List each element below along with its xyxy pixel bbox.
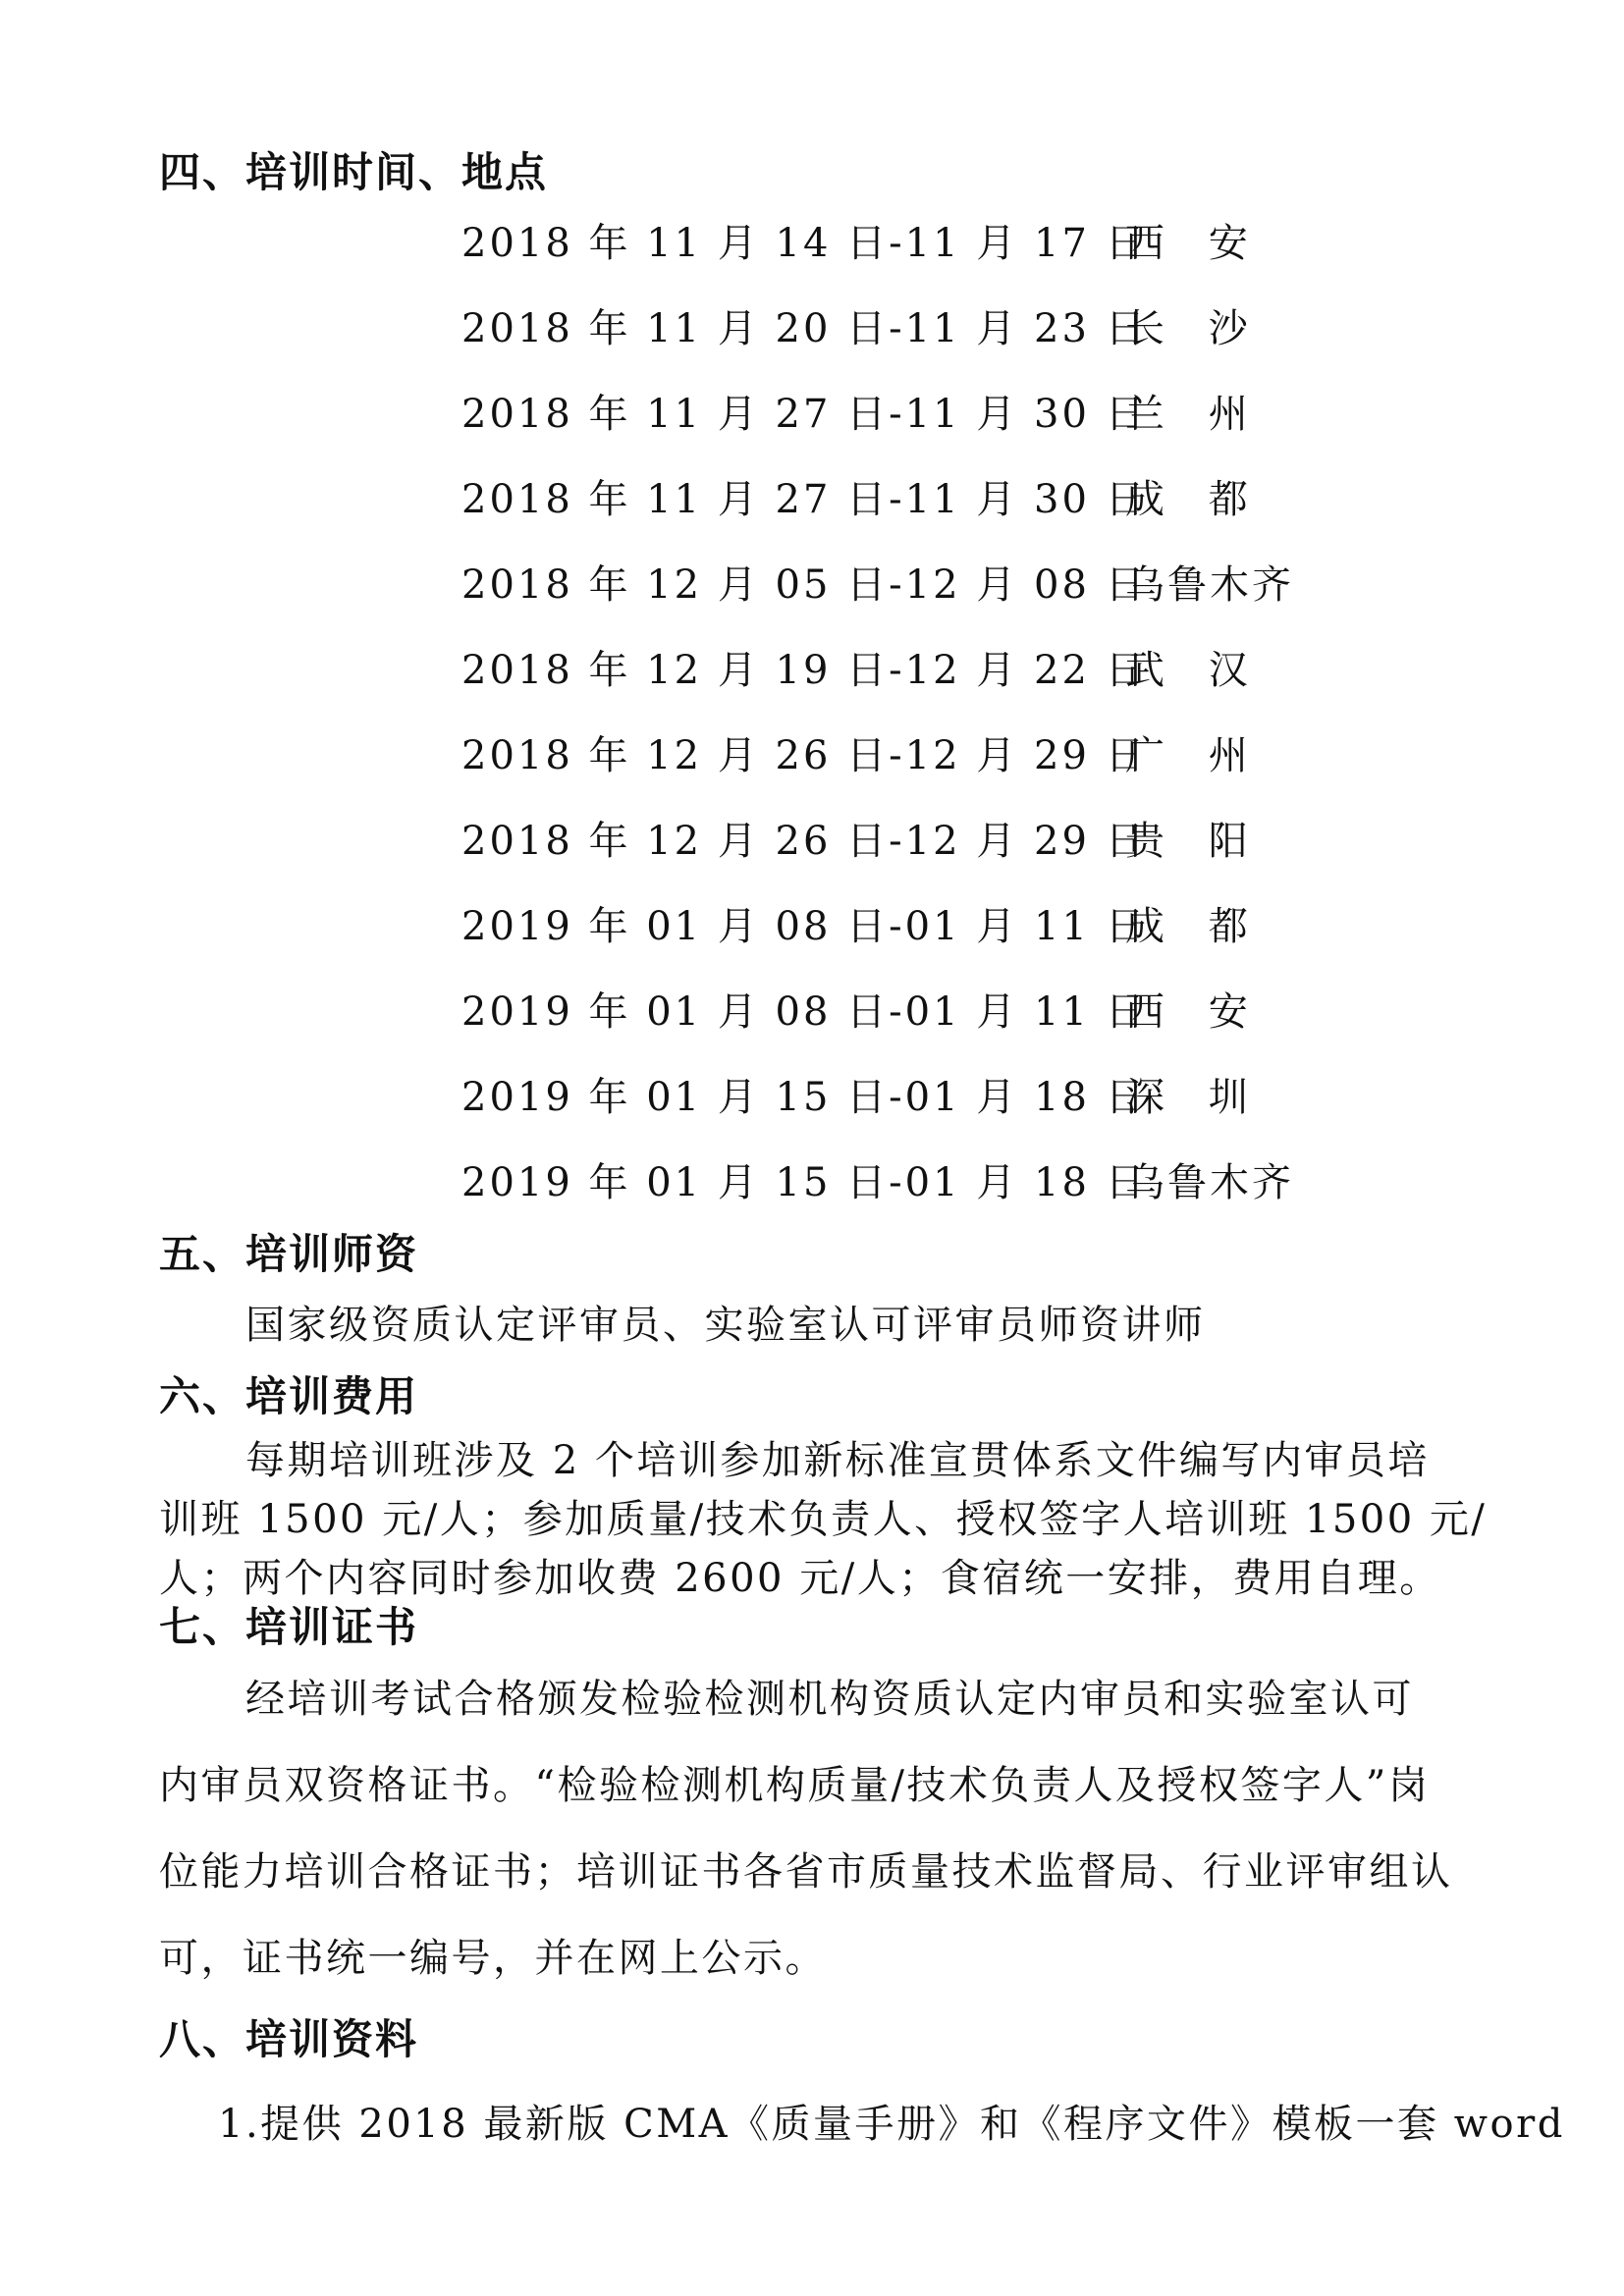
instructors-paragraph <box>159 1300 1485 1351</box>
schedule-date: 2018 年 11 月 20 日-11 月 23 日 <box>461 306 1148 351</box>
schedule-city: 乌鲁木齐 <box>1125 1160 1294 1205</box>
section-heading-certificate: 七、培训证书 <box>159 1603 419 1651</box>
paragraph-line: 国家级资质认定评审员、实验室认可评审员师资讲师 <box>245 1303 1206 1348</box>
schedule-date: 2018 年 11 月 27 日-11 月 30 日 <box>461 392 1148 437</box>
schedule-date: 2018 年 12 月 19 日-12 月 22 日 <box>461 648 1148 693</box>
schedule-city: 广 州 <box>1125 733 1264 778</box>
schedule-city: 长 沙 <box>1125 306 1264 351</box>
schedule-date: 2019 年 01 月 08 日-01 月 11 日 <box>461 904 1148 949</box>
schedule-date: 2018 年 11 月 27 日-11 月 30 日 <box>461 477 1148 522</box>
paragraph-line: 可，证书统一编号，并在网上公示。 <box>159 1936 827 1981</box>
schedule-city: 西 安 <box>1125 989 1264 1035</box>
schedule-row <box>0 816 1624 875</box>
paragraph-line: 经培训考试合格颁发检验检测机构资质认定内审员和实验室认可 <box>245 1677 1414 1722</box>
schedule-row <box>0 1072 1624 1131</box>
schedule-row <box>0 901 1624 960</box>
schedule-city: 乌鲁木齐 <box>1125 562 1294 608</box>
schedule-date: 2018 年 12 月 26 日-12 月 29 日 <box>461 819 1148 864</box>
paragraph-line: 每期培训班涉及 2 个培训参加新标准宣贯体系文件编写内审员培 <box>245 1438 1430 1483</box>
schedule-city: 成 都 <box>1125 477 1264 522</box>
section-heading-time-place: 四、培训时间、地点 <box>159 148 549 196</box>
section-heading-fees: 六、培训费用 <box>159 1372 419 1420</box>
schedule-row <box>0 645 1624 704</box>
schedule-row <box>0 218 1624 277</box>
schedule-row <box>0 560 1624 618</box>
materials-paragraph <box>159 2099 1565 2150</box>
paragraph-line: 训班 1500 元/人；参加质量/技术负责人、授权签字人培训班 1500 元/ <box>159 1497 1488 1542</box>
paragraph-line: 内审员双资格证书。“检验检测机构质量/技术负责人及授权签字人”岗 <box>159 1763 1431 1808</box>
schedule-city: 武 汉 <box>1125 648 1264 693</box>
schedule-date: 2019 年 01 月 15 日-01 月 18 日 <box>461 1160 1148 1205</box>
schedule-city: 兰 州 <box>1125 392 1264 437</box>
schedule-date: 2018 年 12 月 05 日-12 月 08 日 <box>461 562 1148 608</box>
schedule-date: 2018 年 12 月 26 日-12 月 29 日 <box>461 733 1148 778</box>
paragraph-line: 1.提供 2018 最新版 CMA《质量手册》和《程序文件》模板一套 word <box>218 2102 1565 2147</box>
schedule-city: 深 圳 <box>1125 1075 1264 1120</box>
schedule-city: 贵 阳 <box>1125 819 1264 864</box>
schedule-row <box>0 1157 1624 1216</box>
paragraph-line: 位能力培训合格证书；培训证书各省市质量技术监督局、行业评审组认 <box>159 1849 1453 1895</box>
schedule-city: 西 安 <box>1125 221 1264 266</box>
schedule-date: 2019 年 01 月 08 日-01 月 11 日 <box>461 989 1148 1035</box>
section-heading-materials: 八、培训资料 <box>159 2015 419 2063</box>
schedule-row <box>0 389 1624 448</box>
schedule-row <box>0 474 1624 533</box>
paragraph-line: 人；两个内容同时参加收费 2600 元/人；食宿统一安排，费用自理。 <box>159 1556 1441 1601</box>
schedule-city: 成 都 <box>1125 904 1264 949</box>
certificate-paragraph <box>159 1656 1485 2002</box>
section-heading-instructors: 五、培训师资 <box>159 1230 419 1278</box>
fees-paragraph <box>159 1431 1488 1608</box>
schedule-date: 2018 年 11 月 14 日-11 月 17 日 <box>461 221 1148 266</box>
schedule-date: 2019 年 01 月 15 日-01 月 18 日 <box>461 1075 1148 1120</box>
schedule-row <box>0 987 1624 1045</box>
schedule-row <box>0 303 1624 362</box>
schedule-row <box>0 730 1624 789</box>
